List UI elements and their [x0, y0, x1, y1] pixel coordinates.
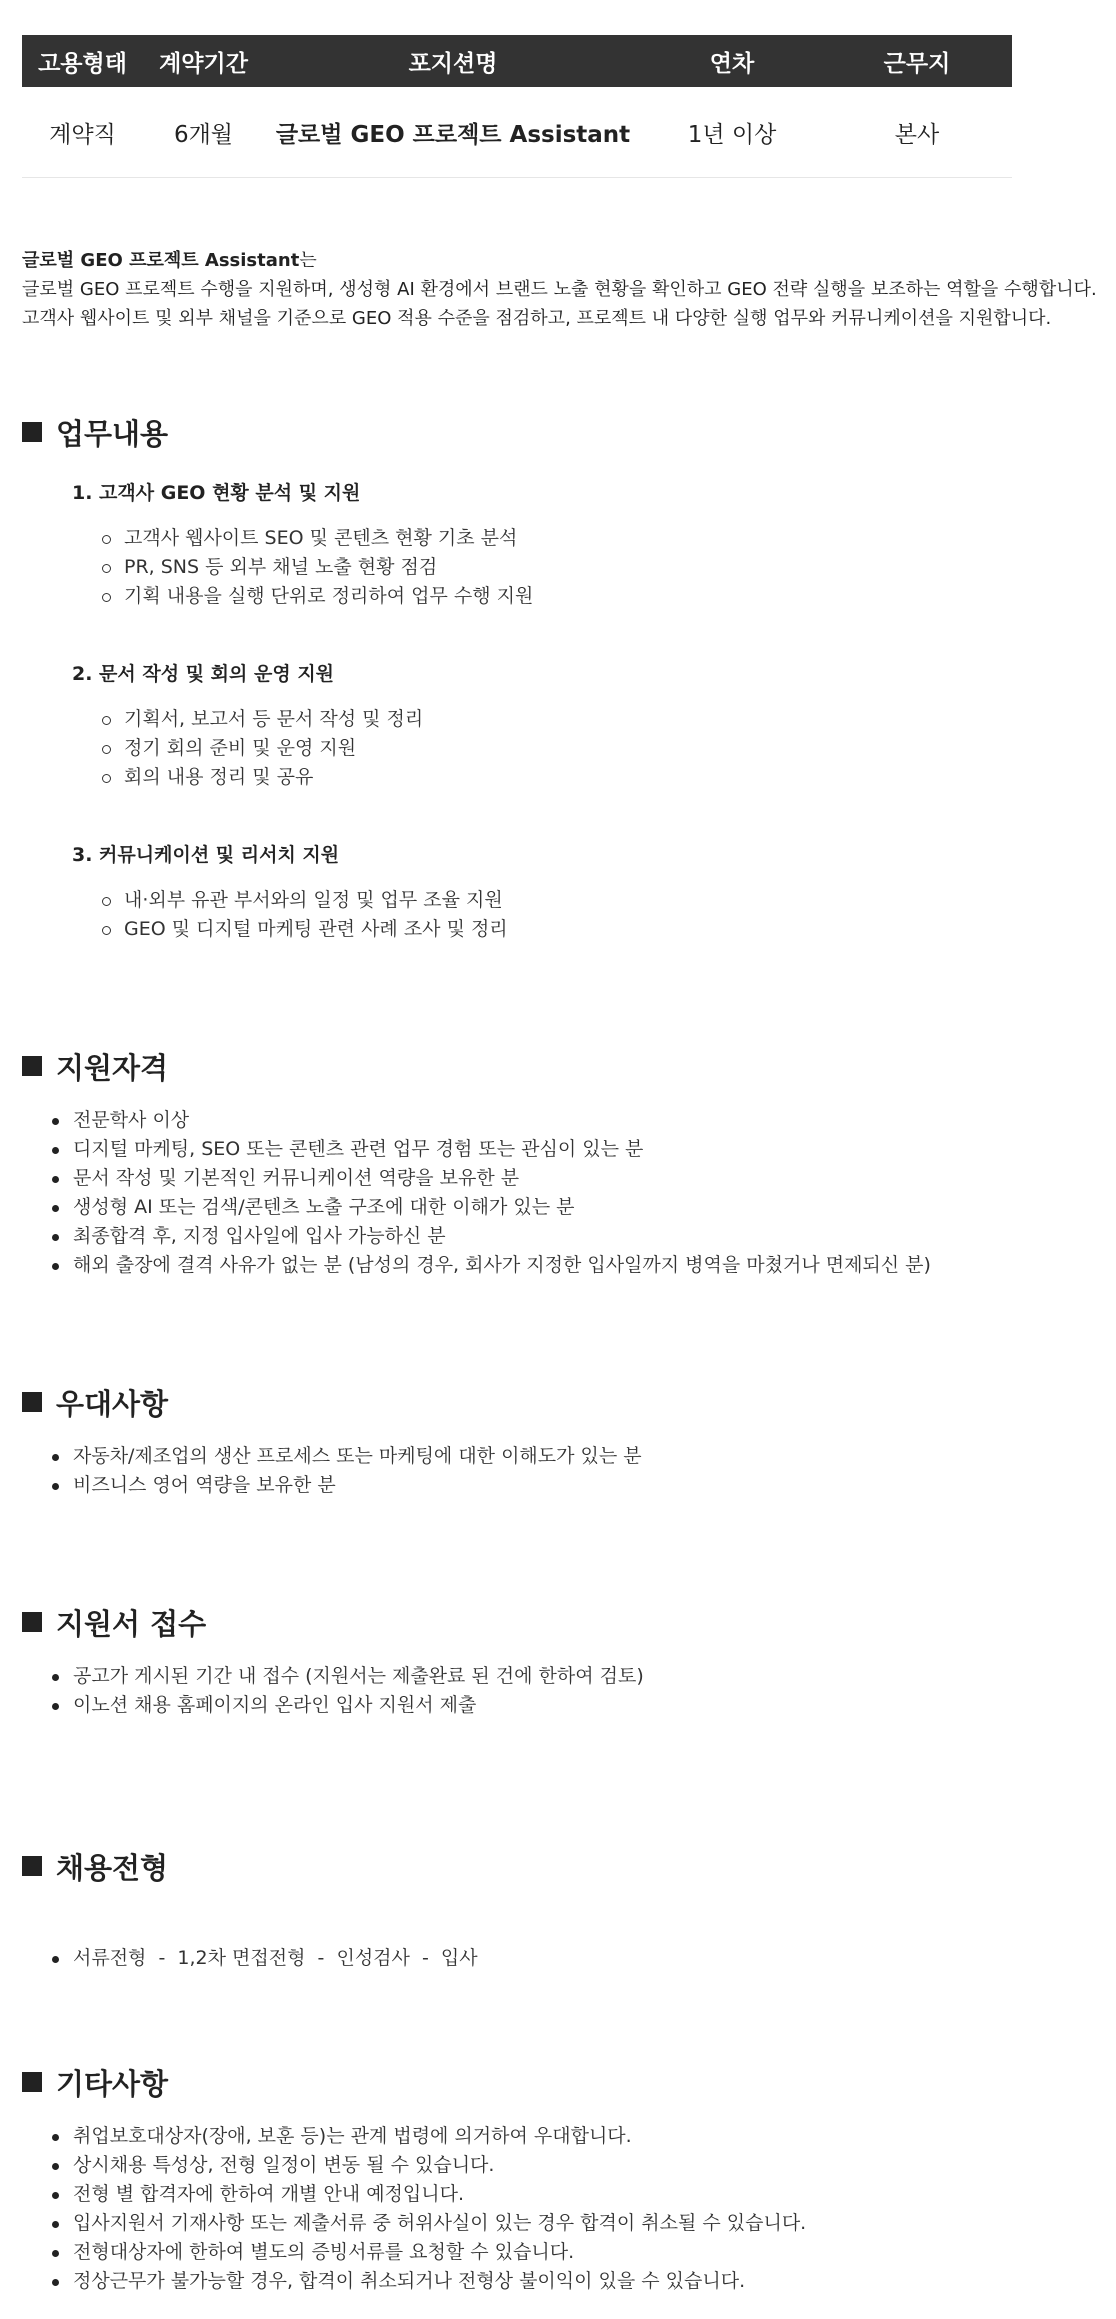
list-item: 비즈니스 영어 역량을 보유한 분: [52, 1471, 642, 1500]
duty-group-3-heading: 3. 커뮤니케이션 및 리서치 지원: [72, 844, 340, 866]
job-summary-table: [22, 35, 1012, 178]
cell-position: 글로벌 GEO 프로젝트 Assistant: [264, 87, 642, 178]
list-item: 전문학사 이상: [52, 1106, 931, 1135]
list-item: 최종합격 후, 지정 입사일에 입사 가능하신 분: [52, 1222, 931, 1251]
section-qualifications-title: [22, 1046, 168, 1086]
section-qualifications-label: 지원자격: [56, 1050, 169, 1085]
list-item: 기획 내용을 실행 단위로 정리하여 업무 수행 지원: [102, 582, 533, 611]
section-application-title: [22, 1602, 206, 1642]
duty-group-2-heading: 2. 문서 작성 및 회의 운영 지원: [72, 663, 335, 685]
section-preferred-title: [22, 1382, 168, 1422]
square-bullet-icon: [22, 422, 42, 442]
list-item: 회의 내용 정리 및 공유: [102, 763, 423, 792]
duty-group-2-list: [102, 705, 423, 792]
section-preferred-label: 우대사항: [56, 1386, 169, 1421]
list-item: 상시채용 특성상, 전형 일정이 변동 될 수 있습니다.: [52, 2151, 806, 2180]
list-item: 자동차/제조업의 생산 프로세스 또는 마케팅에 대한 이해도가 있는 분: [52, 1442, 642, 1471]
square-bullet-icon: [22, 1856, 42, 1876]
header-location: 근무지: [822, 35, 1012, 87]
qualifications-list: [52, 1106, 931, 1280]
intro-lead-suffix: 는: [299, 250, 317, 271]
list-item: 정기 회의 준비 및 운영 지원: [102, 734, 423, 763]
intro-line-1: 글로벌 GEO 프로젝트 수행을 지원하며, 생성형 AI 환경에서 브랜드 노출 현황을 확인하고 GEO 전략 실행을 보조하는 역할을 수행합니다.: [22, 279, 1097, 300]
section-process-label: 채용전형: [56, 1850, 169, 1885]
cell-employment-type: 계약직: [22, 87, 143, 178]
duty-group-3-list: [102, 886, 508, 944]
list-item: 고객사 웹사이트 SEO 및 콘텐츠 현황 기초 분석: [102, 524, 533, 553]
table-row: [22, 87, 1012, 178]
square-bullet-icon: [22, 1056, 42, 1076]
square-bullet-icon: [22, 2072, 42, 2092]
list-item: 공고가 게시된 기간 내 접수 (지원서는 제출완료 된 건에 한하여 검토): [52, 1662, 644, 1691]
section-duties-label: 업무내용: [56, 416, 169, 451]
section-application-label: 지원서 접수: [56, 1606, 207, 1641]
header-experience: 연차: [642, 35, 822, 87]
list-item: 문서 작성 및 기본적인 커뮤니케이션 역량을 보유한 분: [52, 1164, 931, 1193]
header-contract-period: 계약기간: [143, 35, 264, 87]
header-employment-type: 고용형태: [22, 35, 143, 87]
intro-lead-line: [22, 246, 1112, 275]
list-item: 취업보호대상자(장애, 보훈 등)는 관계 법령에 의거하여 우대합니다.: [52, 2122, 806, 2151]
duty-group-1-list: [102, 524, 533, 611]
preferred-list: [52, 1442, 642, 1500]
list-item: 전형대상자에 한하여 별도의 증빙서류를 요청할 수 있습니다.: [52, 2238, 806, 2267]
list-item: 해외 출장에 결격 사유가 없는 분 (남성의 경우, 회사가 지정한 입사일까지 병역을 마쳤거나 면제되신 분): [52, 1251, 931, 1280]
list-item: 입사지원서 기재사항 또는 제출서류 중 허위사실이 있는 경우 합격이 취소될 수 있습니다.: [52, 2209, 806, 2238]
cell-experience: 1년 이상: [642, 87, 822, 178]
list-item: 내·외부 유관 부서와의 일정 및 업무 조율 지원: [102, 886, 508, 915]
section-duties-title: [22, 412, 168, 452]
list-item: 디지털 마케팅, SEO 또는 콘텐츠 관련 업무 경험 또는 관심이 있는 분: [52, 1135, 931, 1164]
process-list: [52, 1906, 478, 1992]
square-bullet-icon: [22, 1392, 42, 1412]
cell-contract-period: 6개월: [143, 87, 264, 178]
section-etc-title: [22, 2062, 168, 2102]
list-item: 서류전형 - 1,2차 면접전형 - 인성검사 - 입사: [52, 1944, 478, 1973]
section-etc-label: 기타사항: [56, 2066, 169, 2101]
header-position: 포지션명: [264, 35, 642, 87]
application-list: [52, 1662, 644, 1720]
cell-location: 본사: [822, 87, 1012, 178]
duty-group-1-heading: 1. 고객사 GEO 현황 분석 및 지원: [72, 482, 361, 504]
intro-lead: 글로벌 GEO 프로젝트 Assistant: [22, 250, 300, 271]
section-process-title: [22, 1846, 168, 1886]
table-header-row: [22, 35, 1012, 87]
list-item: GEO 및 디지털 마케팅 관련 사례 조사 및 정리: [102, 915, 508, 944]
intro-text: [22, 246, 1112, 333]
intro-line-2: 고객사 웹사이트 및 외부 채널을 기준으로 GEO 적용 수준을 점검하고, 프로젝트 내 다양한 실행 업무와 커뮤니케이션을 지원합니다.: [22, 308, 1052, 329]
list-item: 이노션 채용 홈페이지의 온라인 입사 지원서 제출: [52, 1691, 644, 1720]
square-bullet-icon: [22, 1612, 42, 1632]
list-item: 생성형 AI 또는 검색/콘텐츠 노출 구조에 대한 이해가 있는 분: [52, 1193, 931, 1222]
list-item: 정상근무가 불가능할 경우, 합격이 취소되거나 전형상 불이익이 있을 수 있습니다.: [52, 2267, 806, 2296]
list-item: 기획서, 보고서 등 문서 작성 및 정리: [102, 705, 423, 734]
etc-list: [52, 2122, 806, 2296]
list-item: 전형 별 합격자에 한하여 개별 안내 예정입니다.: [52, 2180, 806, 2209]
list-item: PR, SNS 등 외부 채널 노출 현황 점검: [102, 553, 533, 582]
